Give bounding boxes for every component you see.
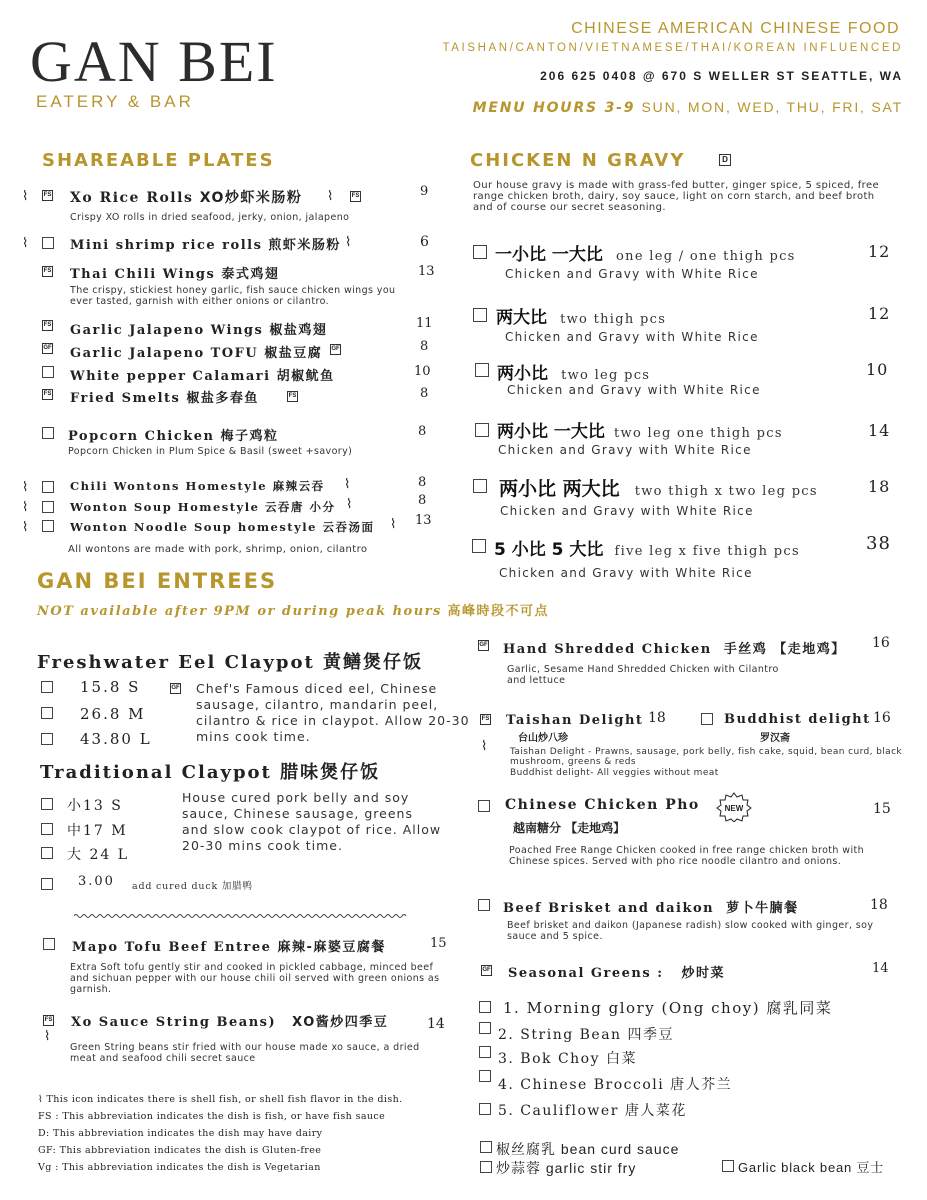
item-name: Mapo Tofu Beef Entree xyxy=(72,940,272,955)
item-name: Garlic Jalapeno Wings xyxy=(70,323,264,338)
item-checkbox[interactable] xyxy=(42,520,54,532)
item-desc: Poached Free Range Chicken cooked in free range chicken broth with Chinese spices. Served with pho rice noodle cilantro and onions. xyxy=(509,845,865,867)
greens-option-1: 1. Morning glory (Ong choy) 腐乳同菜 xyxy=(503,999,833,1017)
item-wonton-soup xyxy=(70,499,335,515)
eel-size-s: 15.8 S xyxy=(80,678,141,696)
sauce-option-3: Garlic black bean 豆士 xyxy=(738,1160,885,1175)
item-name: Seasonal Greens : xyxy=(508,966,664,981)
contact-line: 206 625 0408 @ 670 S WELLER ST SEATTLE, WA xyxy=(540,69,903,83)
eel-title-cn: 黄鳝煲仔饭 xyxy=(323,652,424,673)
chicken-option-cn: 5 小比 5 大比 xyxy=(494,540,604,560)
shrimp-icon: ⌇ xyxy=(22,480,29,495)
chicken-option-sub: five leg x five thigh pcs xyxy=(614,544,800,559)
item-wonton-noodle-soup xyxy=(70,519,375,535)
trad-desc: House cured pork belly and soy sauce, Chinese sausage, greens and slow cook claypot of rice. Allow 20-30 mins cook time. xyxy=(182,790,442,853)
item-name: Hand Shredded Chicken xyxy=(503,642,712,657)
item-cn-name: 云吞唐 小分 xyxy=(264,500,336,514)
greens-option-3: 3. Bok Choy 白菜 xyxy=(498,1051,637,1067)
item-price: 16 xyxy=(872,635,890,651)
chicken-option-4 xyxy=(497,417,783,442)
item-chili-wontons xyxy=(70,478,325,494)
new-badge-label: NEW xyxy=(724,804,744,813)
item-white-pepper-calamari xyxy=(70,365,335,384)
sauce-option-checkbox[interactable] xyxy=(480,1141,492,1153)
greens-option-checkbox[interactable] xyxy=(479,1070,491,1082)
item-cn-name: 椒盐多春鱼 xyxy=(186,391,259,406)
legend-vegetarian: Vg : This abbreviation indicates the dish is Vegetarian xyxy=(38,1162,321,1173)
item-checkbox[interactable] xyxy=(478,899,490,911)
greens-option-5: 5. Cauliflower 唐人菜花 xyxy=(498,1103,687,1119)
item-price: 9 xyxy=(420,184,429,199)
shrimp-icon: ⌇ xyxy=(22,189,29,204)
item-name: Chili Wontons Homestyle xyxy=(70,479,268,493)
chicken-option-desc: Chicken and Gravy with White Rice xyxy=(500,504,754,518)
item-desc: Garlic, Sesame Hand Shredded Chicken with Cilantro and lettuce xyxy=(507,664,779,686)
sauce-option-2: 炒蒜蓉 garlic stir fry xyxy=(496,1160,637,1176)
legend-fs: FS : This abbreviation indicates the dish is fish, or have fish sauce xyxy=(38,1111,386,1122)
greens-option-checkbox[interactable] xyxy=(479,1103,491,1115)
item-price: 8 xyxy=(420,386,429,401)
chicken-option-2 xyxy=(496,303,666,328)
chicken-option-price: 14 xyxy=(868,421,891,440)
item-checkbox[interactable] xyxy=(42,427,54,439)
item-name: Mini shrimp rice rolls xyxy=(70,238,263,253)
chicken-option-5 xyxy=(499,474,818,501)
item-cn-name: 胡椒鱿鱼 xyxy=(276,369,335,384)
shrimp-icon: ⌇ xyxy=(390,517,397,532)
shrimp-icon: ⌇ xyxy=(22,520,29,535)
chicken-option-cn: 两小比 一大比 xyxy=(497,422,605,442)
chicken-option-cn: 一小比 一大比 xyxy=(495,245,603,265)
chicken-option-price: 10 xyxy=(866,360,889,379)
chicken-option-checkbox[interactable] xyxy=(475,363,489,377)
gf-badge-icon: GF xyxy=(170,683,181,694)
shrimp-icon: ⌇ xyxy=(481,739,488,754)
item-mapo-tofu xyxy=(72,936,386,955)
item-mini-shrimp-rolls xyxy=(70,234,341,253)
traditional-claypot-title xyxy=(40,758,380,784)
item-cn-name: 椒盐鸡翅 xyxy=(269,323,328,338)
chicken-option-desc: Chicken and Gravy with White Rice xyxy=(505,267,759,281)
item-name: Thai Chili Wings xyxy=(70,267,216,282)
pho-cn: 越南糖分 【走地鸡】 xyxy=(513,821,626,835)
chicken-option-desc: Chicken and Gravy with White Rice xyxy=(507,383,761,397)
chicken-option-desc: Chicken and Gravy with White Rice xyxy=(505,330,759,344)
legend-text: This icon indicates there is shell fish, or shell fish flavor in the dish. xyxy=(46,1094,403,1105)
eel-size-l: 43.80 L xyxy=(80,730,152,748)
item-seasonal-greens xyxy=(508,962,725,981)
chicken-option-6 xyxy=(494,535,800,560)
wonton-note: All wontons are made with pork, shrimp, onion, cilantro xyxy=(68,544,368,555)
entrees-availability-note xyxy=(37,600,549,619)
item-cn-name: 煎虾米肠粉 xyxy=(268,238,341,253)
addon-checkbox[interactable] xyxy=(41,878,53,890)
item-desc: Crispy XO rolls in dried seafood, jerky, onion, jalapeno xyxy=(70,212,350,223)
menu-hours-days: SUN, MON, WED, THU, FRI, SAT xyxy=(641,99,903,115)
new-starburst-icon xyxy=(716,792,752,822)
item-price: 15 xyxy=(873,801,891,817)
cuisine-heading: CHINESE AMERICAN CHINESE FOOD xyxy=(571,20,900,37)
greens-option-checkbox[interactable] xyxy=(479,1046,491,1058)
item-popcorn-chicken xyxy=(68,425,279,444)
shareable-heading: SHAREABLE PLATES xyxy=(42,150,275,171)
item-price: 8 xyxy=(420,339,429,354)
size-checkbox[interactable] xyxy=(41,823,53,835)
addon-price: 3.00 xyxy=(78,874,115,889)
size-checkbox[interactable] xyxy=(41,798,53,810)
legend-shellfish xyxy=(38,1094,403,1105)
item-cn-name: 椒盐豆腐 xyxy=(264,346,323,361)
item-chicken-pho: Chinese Chicken Pho xyxy=(505,797,700,813)
item-xo-string-beans xyxy=(71,1011,388,1030)
gf-badge-icon: GF xyxy=(481,965,492,976)
fs-badge-icon: FS xyxy=(350,191,361,202)
item-name: Beef Brisket and daikon xyxy=(503,901,715,916)
item-name: Garlic Jalapeno TOFU xyxy=(70,346,259,361)
shrimp-icon: ⌇ xyxy=(327,189,334,204)
item-cn-name: 麻辣云吞 xyxy=(272,479,325,493)
chicken-option-desc: Chicken and Gravy with White Rice xyxy=(499,566,753,580)
item-price: 8 xyxy=(418,475,427,490)
chicken-option-price: 12 xyxy=(868,304,891,323)
chicken-option-sub: two thigh pcs xyxy=(560,312,667,327)
eel-title-en: Freshwater Eel Claypot xyxy=(37,652,315,673)
item-name: Wonton Noodle Soup homestyle xyxy=(70,520,317,534)
shrimp-icon: ⌇ xyxy=(344,477,351,492)
restaurant-logo: GAN BEI xyxy=(30,29,278,94)
item-checkbox[interactable] xyxy=(42,501,54,513)
item-cn-name: XO炒虾米肠粉 xyxy=(199,190,303,206)
item-xo-rice-rolls xyxy=(70,187,302,207)
taishan-price: 18 xyxy=(648,710,666,726)
item-desc: Beef brisket and daikon (Japanese radish) slow cooked with ginger, soy sauce and 5 spice. xyxy=(507,920,874,942)
item-price: 14 xyxy=(427,1016,445,1032)
item-checkbox[interactable] xyxy=(42,366,54,378)
chicken-option-sub: two thigh x two leg pcs xyxy=(634,484,818,499)
item-cn-name: 炒时菜 xyxy=(681,966,726,981)
eel-claypot-title xyxy=(37,648,423,674)
item-price: 13 xyxy=(415,513,432,528)
chicken-option-sub: two leg one thigh pcs xyxy=(614,426,783,441)
trad-title-cn: 腊味煲仔饭 xyxy=(280,762,381,783)
gf-badge-icon: GF xyxy=(42,343,53,354)
item-price: 15 xyxy=(430,936,447,951)
item-cn-name: 麻辣-麻婆豆腐餐 xyxy=(277,940,386,955)
size-checkbox[interactable] xyxy=(41,707,53,719)
item-desc: The crispy, stickiest honey garlic, fish sauce chicken wings you ever tasted, garnish with either onions or cilantro. xyxy=(70,285,396,307)
item-name: Popcorn Chicken xyxy=(68,429,215,444)
item-garlic-jalapeno-wings xyxy=(70,319,327,338)
item-thai-chili-wings xyxy=(70,263,279,282)
item-checkbox[interactable] xyxy=(43,938,55,950)
chicken-option-sub: two leg pcs xyxy=(561,368,651,383)
fs-badge-icon: FS xyxy=(287,391,298,402)
trad-size-s: 小13 S xyxy=(67,798,123,814)
chicken-gravy-heading: CHICKEN N GRAVY xyxy=(470,150,686,171)
legend-gf: GF: This abbreviation indicates the dish is Gluten-free xyxy=(38,1145,322,1156)
chicken-option-price: 38 xyxy=(866,533,891,554)
item-desc: Green String beans stir fried with our house made xo sauce, a dried meat and seafood chili secret sauce xyxy=(70,1042,420,1064)
menu-hours xyxy=(473,99,903,116)
item-price: 10 xyxy=(414,364,431,379)
chicken-option-1 xyxy=(495,240,796,265)
chicken-option-checkbox[interactable] xyxy=(473,479,487,493)
taishan-desc: Taishan Delight - Prawns, sausage, pork belly, fish cake, squid, bean curd, black mushroom, greens & reds xyxy=(510,747,903,767)
eel-desc: Chef's Famous diced eel, Chinese sausage, cilantro, mandarin peel, cilantro & rice in claypot. Allow 20-30 mins cook time. xyxy=(196,681,470,744)
chicken-option-price: 18 xyxy=(868,477,891,496)
greens-option-4: 4. Chinese Broccoli 唐人芥兰 xyxy=(498,1077,733,1093)
fs-badge-icon: FS xyxy=(42,320,53,331)
item-checkbox[interactable] xyxy=(42,237,54,249)
chicken-option-cn: 两小比 两大比 xyxy=(499,478,620,500)
shrimp-icon: ⌇ xyxy=(345,235,352,250)
item-name: Xo Sauce String Beans) xyxy=(71,1015,277,1030)
item-name: White pepper Calamari xyxy=(70,369,271,384)
size-checkbox[interactable] xyxy=(41,847,53,859)
item-fried-smelts xyxy=(70,387,259,406)
chicken-option-checkbox[interactable] xyxy=(475,423,489,437)
shrimp-icon: ⌇ xyxy=(346,497,353,512)
eel-size-m: 26.8 M xyxy=(80,705,146,723)
item-cn-name: 云吞汤面 xyxy=(322,520,375,534)
item-price: 8 xyxy=(418,493,427,508)
item-cn-name: 手丝鸡 【走地鸡】 xyxy=(723,642,846,657)
availability-note-cn: 高峰時段不可点 xyxy=(447,604,549,619)
item-taishan-delight: Taishan Delight xyxy=(506,713,644,728)
gf-badge-icon: GF xyxy=(478,640,489,651)
buddhist-cn: 罗汉斋 xyxy=(760,733,790,744)
influences-line: TAISHAN/CANTON/VIETNAMESE/THAI/KOREAN INFLUENCED xyxy=(442,42,903,54)
chicken-option-3 xyxy=(497,359,650,384)
trad-size-l: 大 24 L xyxy=(67,847,130,863)
shrimp-icon: ⌇ xyxy=(22,500,29,515)
item-checkbox[interactable] xyxy=(701,713,713,725)
fs-badge-icon: FS xyxy=(42,190,53,201)
availability-note-en: NOT available after 9PM or during peak hours xyxy=(37,604,442,619)
item-price: 11 xyxy=(416,316,433,331)
restaurant-tagline: EATERY & BAR xyxy=(36,92,194,111)
greens-option-checkbox[interactable] xyxy=(479,1022,491,1034)
item-price: 6 xyxy=(420,234,429,250)
fs-badge-icon: FS xyxy=(42,266,53,277)
chicken-option-cn: 两小比 xyxy=(497,364,548,384)
buddhist-desc: Buddhist delight- All veggies without meat xyxy=(510,768,719,778)
item-buddhist-delight: Buddhist delight xyxy=(724,712,871,727)
shrimp-icon: ⌇ xyxy=(22,236,29,251)
chicken-option-checkbox[interactable] xyxy=(472,539,486,553)
item-cn-name: XO酱炒四季豆 xyxy=(292,1015,389,1030)
item-hand-shredded-chicken xyxy=(503,638,846,657)
trad-size-m: 中17 M xyxy=(67,823,128,839)
chicken-option-desc: Chicken and Gravy with White Rice xyxy=(498,443,752,457)
size-checkbox[interactable] xyxy=(41,681,53,693)
fs-badge-icon: FS xyxy=(480,714,491,725)
gf-badge-icon: GF xyxy=(330,344,341,355)
menu-hours-label: MENU HOURS 3-9 xyxy=(472,100,636,116)
addon-label: add cured duck 加腊鸭 xyxy=(132,881,253,892)
entrees-heading: GAN BEI ENTREES xyxy=(37,569,278,593)
fs-badge-icon: FS xyxy=(42,389,53,400)
item-desc: Popcorn Chicken in Plum Spice & Basil (sweet +savory) xyxy=(68,446,353,457)
trad-title-en: Traditional Claypot xyxy=(40,762,272,783)
item-price: 18 xyxy=(870,897,888,913)
item-cn-name: 萝卜牛腩餐 xyxy=(726,901,799,916)
item-desc: Extra Soft tofu gently stir and cooked in pickled cabbage, minced beef and sichuan pepper with our house chili oil served with green onions as garnish. xyxy=(70,962,440,995)
legend-dairy: D: This abbreviation indicates the dish may have dairy xyxy=(38,1128,323,1139)
chicken-option-checkbox[interactable] xyxy=(473,245,487,259)
sauce-option-checkbox[interactable] xyxy=(480,1161,492,1173)
size-checkbox[interactable] xyxy=(41,733,53,745)
chicken-option-price: 12 xyxy=(868,242,891,261)
chicken-option-sub: one leg / one thigh pcs xyxy=(616,249,796,264)
item-garlic-jalapeno-tofu xyxy=(70,342,322,361)
gravy-intro: Our house gravy is made with grass-fed butter, ginger spice, 5 spiced, free range chicken broth, dairy, soy sauce, light on corn starch, and beef broth and of course our secret seasoning. xyxy=(473,180,880,213)
greens-option-checkbox[interactable] xyxy=(479,1001,491,1013)
item-beef-brisket xyxy=(503,897,799,916)
item-name: Fried Smelts xyxy=(70,391,181,406)
item-price: 13 xyxy=(418,264,435,279)
fs-badge-icon: FS xyxy=(43,1015,54,1026)
item-name: Xo Rice Rolls xyxy=(70,190,194,206)
dairy-badge-icon: D xyxy=(719,154,731,166)
item-checkbox[interactable] xyxy=(42,481,54,493)
divider-squiggle xyxy=(74,912,408,920)
item-name: Wonton Soup Homestyle xyxy=(70,500,260,514)
taishan-cn: 台山炒八珍 xyxy=(518,733,568,744)
chicken-option-checkbox[interactable] xyxy=(473,308,487,322)
sauce-option-1: 椒丝腐乳 bean curd sauce xyxy=(496,1141,680,1157)
greens-option-2: 2. String Bean 四季豆 xyxy=(498,1027,675,1043)
shrimp-icon: ⌇ xyxy=(38,1094,47,1105)
buddhist-price: 16 xyxy=(873,710,891,726)
item-price: 8 xyxy=(418,424,427,439)
chicken-option-cn: 两大比 xyxy=(496,308,547,328)
item-cn-name: 梅子鸡粒 xyxy=(220,429,279,444)
item-cn-name: 泰式鸡翅 xyxy=(221,267,280,282)
sauce-option-checkbox[interactable] xyxy=(722,1160,734,1172)
item-price: 14 xyxy=(872,961,889,976)
shrimp-icon: ⌇ xyxy=(44,1029,51,1044)
item-checkbox[interactable] xyxy=(478,800,490,812)
